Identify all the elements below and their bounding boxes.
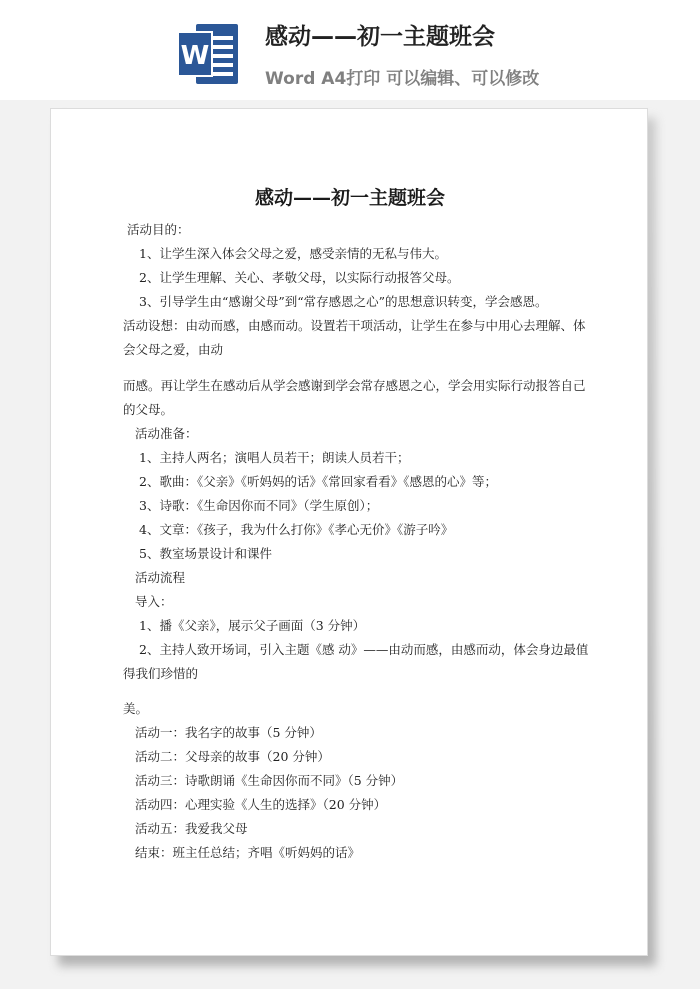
document-page-wrapper xyxy=(50,108,648,956)
doc-line: 活动五：我爱我父母 xyxy=(135,821,248,836)
doc-line: 会父母之爱，由动 xyxy=(123,342,224,357)
doc-line: 美。 xyxy=(123,701,149,716)
word-doc-icon xyxy=(176,22,240,86)
doc-line: 3、引导学生由“感谢父母”到“常存感恩之心”的思想意识转变，学会感恩。 xyxy=(139,294,548,309)
header-banner xyxy=(0,0,700,100)
word-logo-letter: W xyxy=(180,41,210,71)
doc-line: 2、让学生理解、关心、孝敬父母，以实际行动报答父母。 xyxy=(139,270,460,285)
doc-line: 活动设想：由动而感，由感而动。设置若干项活动，让学生在参与中用心去理解、体 xyxy=(123,318,586,333)
doc-line: 活动目的： xyxy=(127,222,190,237)
doc-line: 的父母。 xyxy=(123,402,174,417)
doc-line: 结束：班主任总结；齐唱《听妈妈的话》 xyxy=(135,845,361,860)
doc-line: 得我们珍惜的 xyxy=(123,666,199,681)
doc-line: 2、主持人致开场词，引入主题《感 动》——由动而感，由感而动，体会身边最值 xyxy=(139,642,589,657)
doc-line: 5、教室场景设计和课件 xyxy=(139,546,272,561)
doc-line: 活动四：心理实验《人生的选择》（20 分钟） xyxy=(135,797,387,812)
doc-line: 2、歌曲：《父亲》《听妈妈的话》《常回家看看》《感恩的心》等； xyxy=(139,474,497,489)
doc-line: 1、播《父亲》，展示父子画面（3 分钟） xyxy=(139,618,366,633)
document-page xyxy=(50,108,648,956)
doc-line: 活动二：父母亲的故事（20 分钟） xyxy=(135,749,330,764)
banner-subtitle: Word A4打印 可以编辑、可以修改 xyxy=(265,69,540,89)
banner-title: 感动——初一主题班会 xyxy=(265,24,495,50)
doc-line: 活动流程 xyxy=(135,570,186,585)
document-title: 感动——初一主题班会 xyxy=(254,187,445,209)
doc-line: 1、主持人两名；演唱人员若干；朗读人员若干； xyxy=(139,450,410,465)
doc-line: 活动一：我名字的故事（5 分钟） xyxy=(135,725,322,740)
doc-line: 活动准备： xyxy=(135,426,198,441)
doc-line: 4、文章：《孩子，我为什么打你》《孝心无价》《游子吟》 xyxy=(139,522,454,537)
doc-line: 1、让学生深入体会父母之爱，感受亲情的无私与伟大。 xyxy=(139,246,447,261)
doc-line: 活动三：诗歌朗诵《生命因你而不同》（5 分钟） xyxy=(135,773,404,788)
doc-line: 3、诗歌：《生命因你而不同》（学生原创）； xyxy=(139,498,379,513)
doc-line: 导入： xyxy=(135,594,173,609)
doc-line: 而感。再让学生在感动后从学会感谢到学会常存感恩之心，学会用实际行动报答自己 xyxy=(123,378,586,393)
